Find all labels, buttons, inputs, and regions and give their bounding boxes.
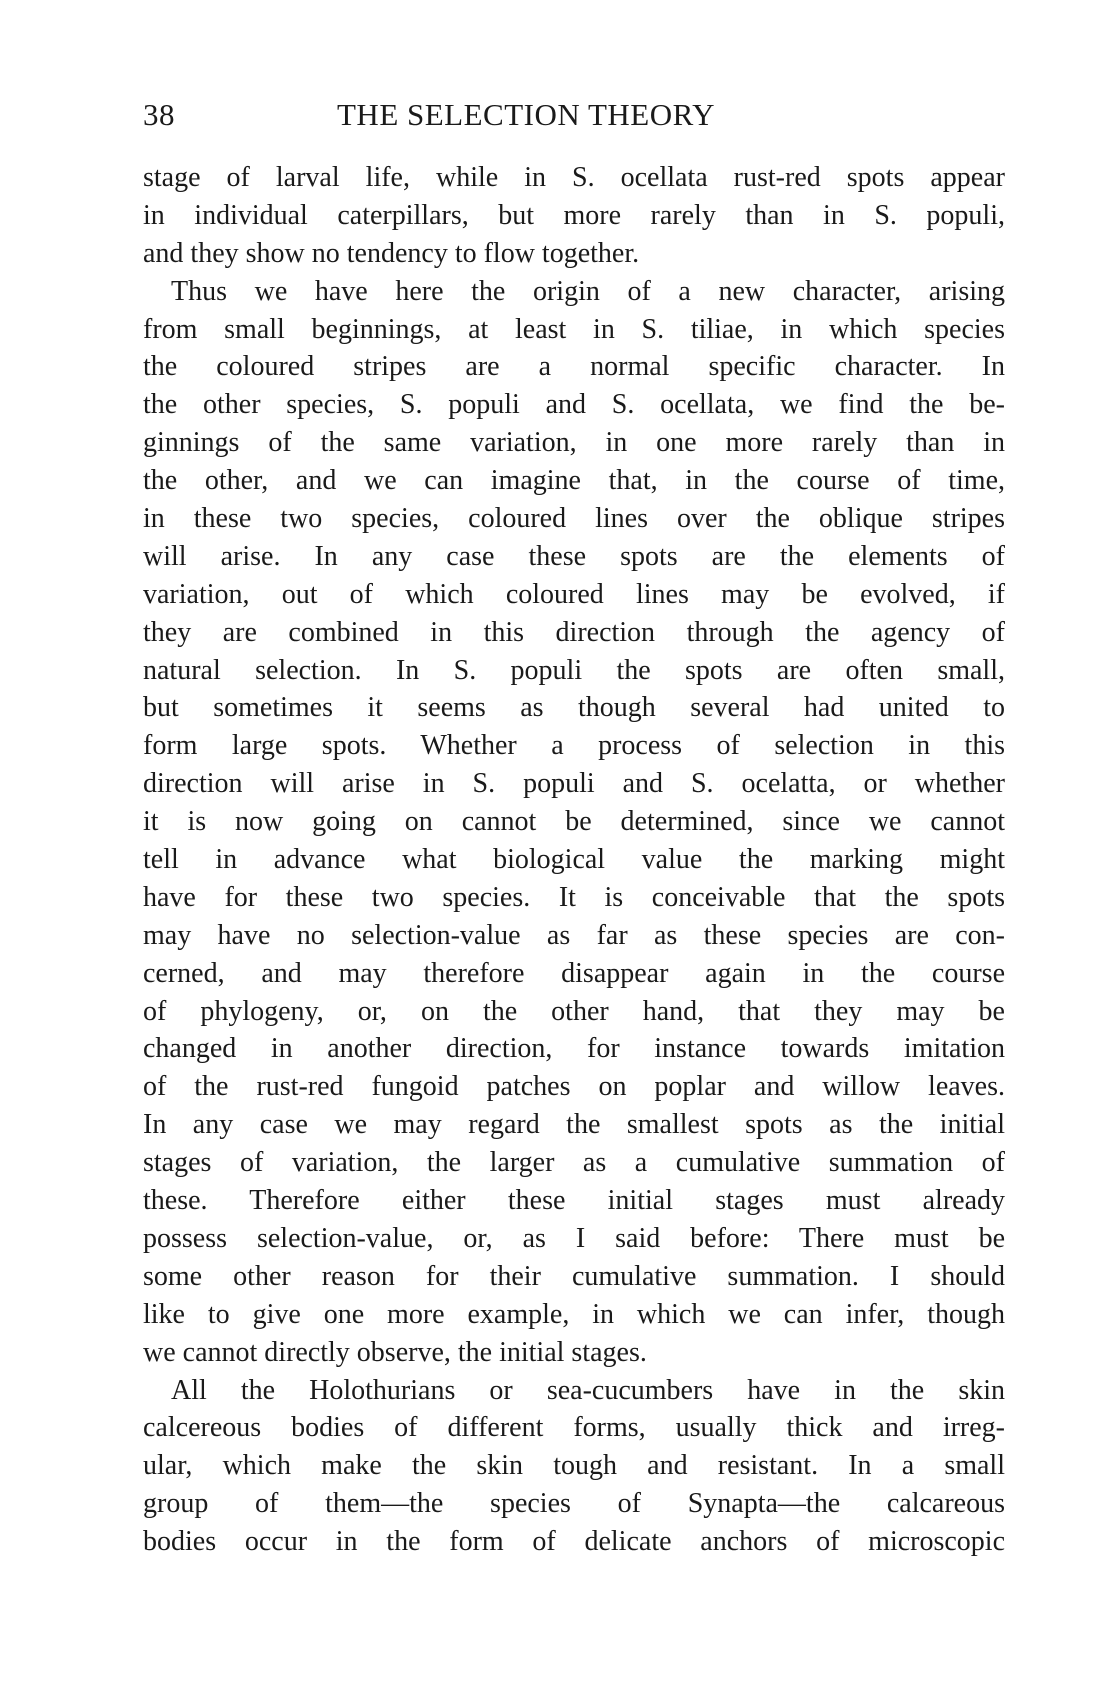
text-line: In any case we may regard the smallest spots as the initial [143, 1109, 1005, 1141]
text-line: bodies occur in the form of delicate anchors of microscopic [143, 1526, 1005, 1558]
text-line: of phylogeny, or, on the other hand, that they may be [143, 995, 1005, 1027]
running-title: THE SELECTION THEORY [337, 97, 715, 132]
text-line: it is now going on cannot be determined, since we cannot [143, 806, 1005, 838]
text-line: stage of larval life, while in S. ocellata rust-red spots appear [143, 162, 1005, 193]
text-line: changed in another direction, for instance towards imitation [143, 1033, 1005, 1065]
text-line: but sometimes it seems as though several had united to [143, 692, 1005, 724]
text-line: variation, out of which coloured lines may be evolved, if [143, 578, 1005, 610]
text-line: in individual caterpillars, but more rarely than in S. populi, [143, 199, 1005, 231]
text-line: possess selection-value, or, as I said before: There must be [143, 1222, 1005, 1254]
text-line: tell in advance what biological value the marking might [143, 844, 1005, 876]
text-line: Thus we have here the origin of a new character, arising [171, 275, 1005, 307]
text-line: we cannot directly observe, the initial stages. [143, 1336, 647, 1368]
text-line: calcereous bodies of different forms, usually thick and irreg- [143, 1412, 1005, 1444]
text-line: may have no selection-value as far as these species are con- [143, 919, 1005, 951]
body-text [143, 159, 1005, 1561]
text-line: the other species, S. populi and S. ocellata, we find the be- [143, 389, 1005, 421]
text-line: ginnings of the same variation, in one more rarely than in [143, 427, 1005, 459]
page-number: 38 [143, 97, 175, 132]
text-line: will arise. In any case these spots are the elements of [143, 540, 1005, 572]
text-line: like to give one more example, in which we can infer, though [143, 1298, 1005, 1330]
text-line: form large spots. Whether a process of selection in this [143, 730, 1005, 762]
text-line: these. Therefore either these initial stages must already [143, 1185, 1005, 1217]
text-line: some other reason for their cumulative summation. I should [143, 1260, 1005, 1292]
text-line: stages of variation, the larger as a cumulative summation of [143, 1147, 1005, 1179]
text-line: the other, and we can imagine that, in the course of time, [143, 465, 1005, 497]
text-line: cerned, and may therefore disappear again in the course [143, 957, 1005, 989]
text-line: from small beginnings, at least in S. tiliae, in which species [143, 313, 1005, 345]
text-line: have for these two species. It is conceivable that the spots [143, 881, 1005, 913]
text-line: of the rust-red fungoid patches on poplar and willow leaves. [143, 1071, 1005, 1103]
text-line: natural selection. In S. populi the spots are often small, [143, 654, 1005, 686]
text-line: group of them—the species of Synapta—the calcareous [143, 1488, 1005, 1520]
text-line: the coloured stripes are a normal specific character. In [143, 351, 1005, 383]
text-line: ular, which make the skin tough and resistant. In a small [143, 1450, 1005, 1482]
text-line: direction will arise in S. populi and S. ocelatta, or whether [143, 768, 1005, 800]
text-line: and they show no tendency to flow together. [143, 237, 640, 269]
running-head [143, 92, 1005, 138]
text-line: in these two species, coloured lines over the oblique stripes [143, 503, 1005, 535]
text-line: All the Holothurians or sea-cucumbers have in the skin [171, 1374, 1005, 1406]
text-line: they are combined in this direction through the agency of [143, 616, 1005, 648]
